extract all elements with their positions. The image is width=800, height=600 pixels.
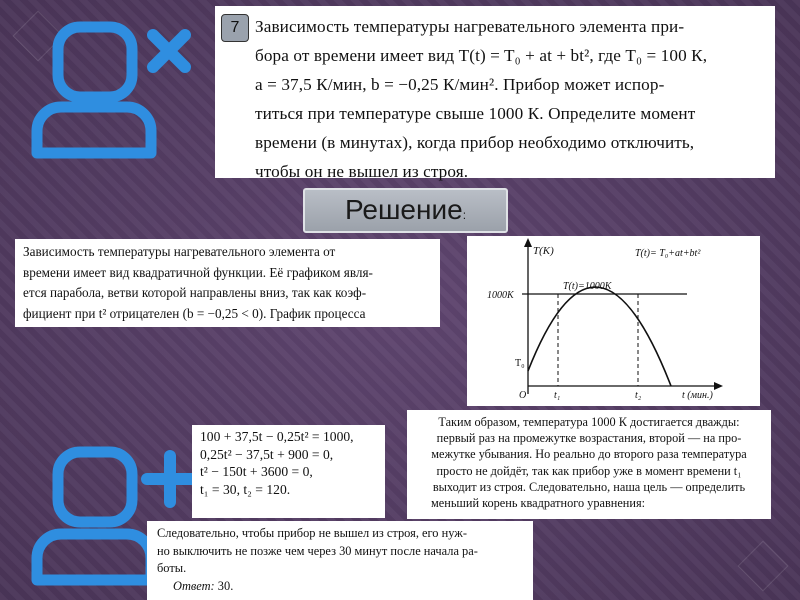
- decor-diamond: [738, 541, 789, 592]
- problem-line: бора от времени имеет вид T(t) = T₀ + at + bt², где T₀ = 100 К,: [255, 46, 708, 65]
- explanation-line: времени имеет вид квадратичной функции. Её графиком явля-: [23, 264, 373, 280]
- equation-line: 0,25t² − 37,5t + 900 = 0,: [200, 446, 334, 462]
- level-eq-label: T(t)=1000K: [563, 281, 612, 292]
- final-line: но выключить не позже чем через 30 минут после начала ра-: [157, 543, 478, 558]
- final-line: боты.: [157, 561, 187, 575]
- answer-line: [157, 578, 523, 596]
- solution-colon: :: [462, 208, 467, 222]
- t2-label: t₂: [635, 390, 642, 401]
- user-remove-icon: [25, 15, 200, 165]
- explanation-line: ется парабола, ветви которой направлены вниз, так как коэф-: [23, 285, 367, 300]
- answer-card: [147, 521, 533, 600]
- equations-card: [192, 425, 385, 518]
- func-label: T(t)= T₀+at+bt²: [635, 248, 701, 259]
- explanation-line: Зависимость температуры нагревательного элемента от: [23, 244, 336, 259]
- conclusion-line: меньший корень квадратного уравнения:: [431, 496, 646, 511]
- answer-value: 30.: [217, 578, 234, 593]
- final-line: Следовательно, чтобы прибор не вышел из строя, его нуж-: [157, 526, 467, 540]
- problem-number-badge: 7: [221, 14, 249, 42]
- problem-line: a = 37,5 К/мин, b = −0,25 К/мин². Прибор может испор-: [255, 75, 665, 94]
- origin-label: O: [519, 390, 527, 401]
- conclusion-line: межутке убывания. Но реально до второго раза температура: [431, 447, 747, 462]
- conclusion-line: просто не дойдёт, так как прибор уже в момент времени t₁: [436, 463, 742, 478]
- conclusion-card: [407, 410, 771, 519]
- problem-line: титься при температуре свыше 1000 К. Определите момент: [255, 104, 696, 123]
- solution-label: Решение: [344, 194, 463, 225]
- y-axis-label: T(K): [533, 245, 554, 257]
- conclusion-line: первый раз на промежутке возрастания, второй — на про-: [436, 431, 742, 446]
- x-axis-label: t (мин.): [682, 390, 713, 401]
- conclusion-line: выходит из строя. Следовательно, наша цель — определить: [432, 479, 746, 494]
- conclusion-line: Таким образом, температура 1000 К достигается дважды:: [438, 415, 740, 429]
- solution-button[interactable]: [303, 188, 508, 233]
- problem-line: времени (в минутах), когда прибор необходимо отключить,: [255, 133, 695, 152]
- explanation-line: фициент при t² отрицателен (b = −0,25 < 0). График процесса: [23, 305, 366, 321]
- equation-line: t₁ = 30, t₂ = 120.: [200, 481, 291, 497]
- explanation-card: [15, 239, 440, 327]
- problem-line: чтобы он не вышел из строя.: [255, 162, 469, 181]
- t1-label: t₁: [554, 390, 561, 401]
- problem-line: Зависимость температуры нагревательного элемента при-: [255, 17, 685, 36]
- level-label: 1000K: [487, 290, 514, 301]
- answer-label: Ответ:: [173, 578, 215, 593]
- parabola-graph: [467, 236, 760, 406]
- problem-card: [215, 6, 775, 181]
- equation-line: t² − 150t + 3600 = 0,: [200, 464, 313, 479]
- equation-line: 100 + 37,5t − 0,25t² = 1000,: [200, 429, 354, 444]
- t0-label: T₀: [515, 358, 525, 369]
